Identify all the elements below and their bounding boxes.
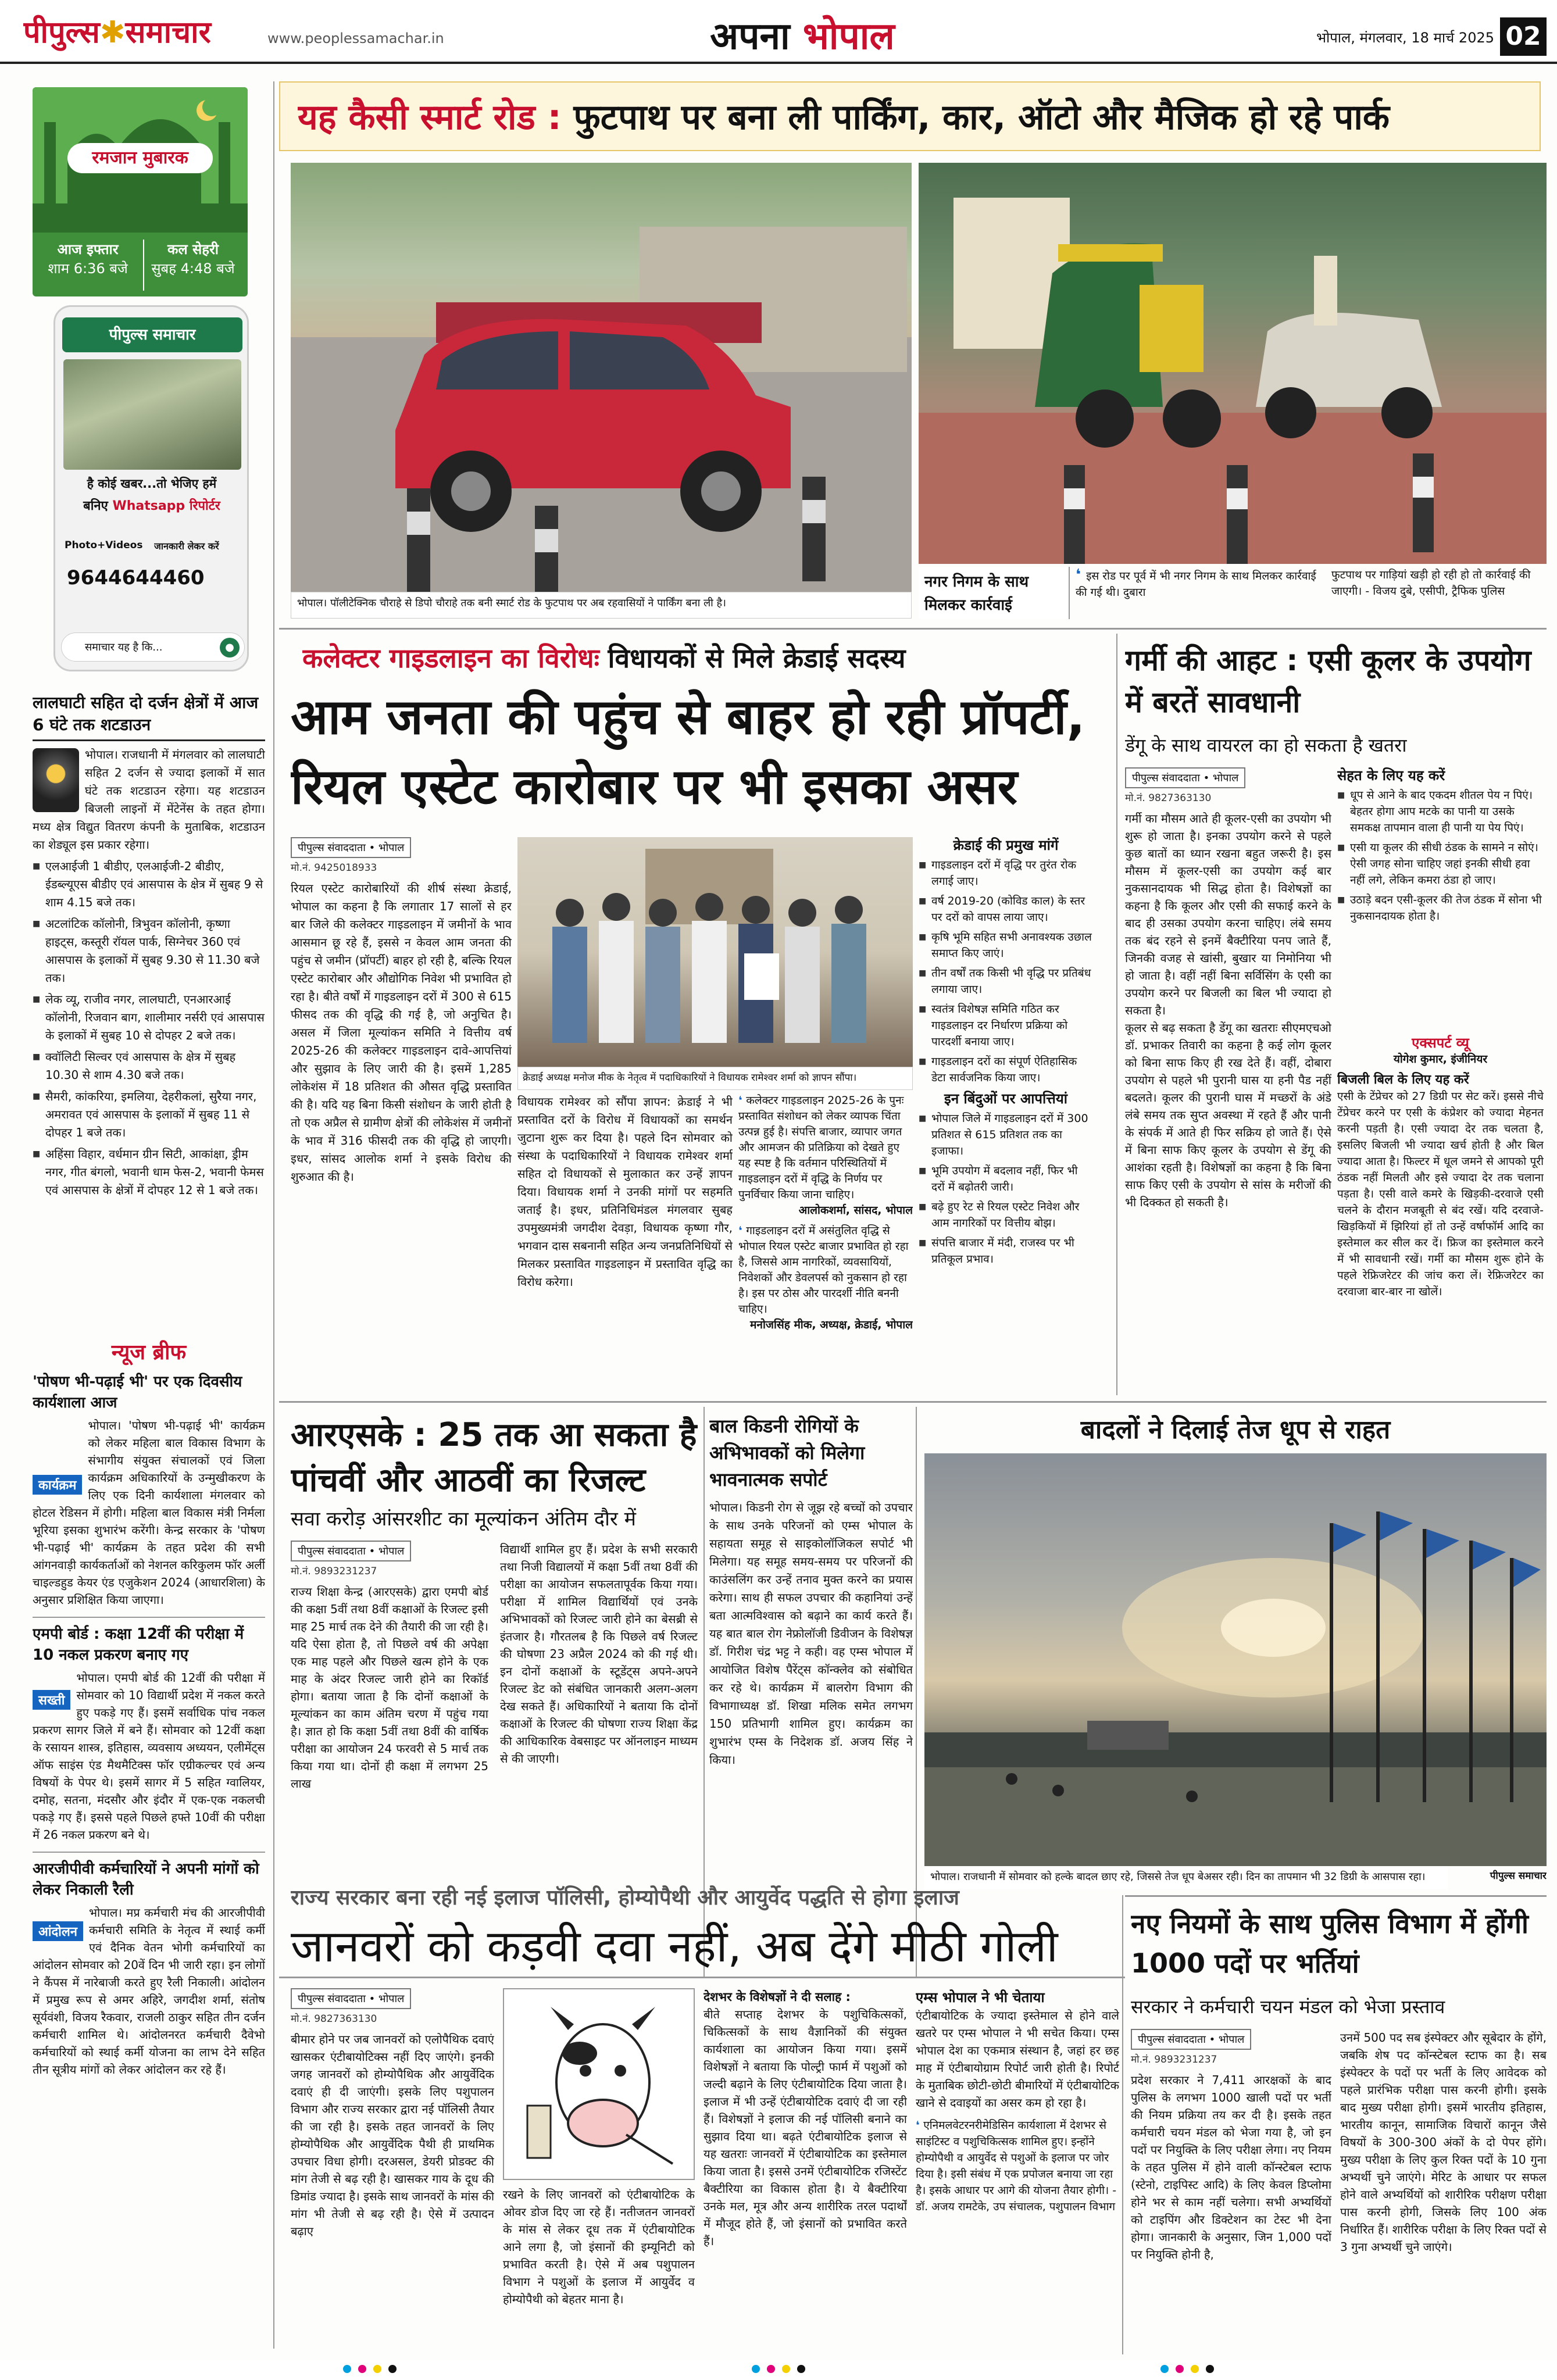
smart-road-quote-1 bbox=[1076, 567, 1326, 619]
microphone-icon: ● bbox=[220, 638, 240, 657]
animals-quote-text: एनिमलवेटरनरीमेडिसिन कार्यशाला में देशभर से साइंटिस्ट व पशुचिकित्सक शामिल हुए। इन्होंने होम्योपैथी व आयुर्वेद से पशुओं के इलाज पर जोर दिया है। इसी संबंध में एक प्रपोजल बनाया जा रहा है। इसके आधार पर आगे की योजना तैयार होगी। - डॉ. अजय रामटेके, उप संचालक, पशुपालन विभाग bbox=[916, 2119, 1117, 2213]
brief2-body: भोपाल। एमपी बोर्ड की 12वीं की परीक्षा में सोमवार को 10 विद्यार्थी प्रदेश में नकल करते हुए पकड़े गए हैं। इसमें सर्वाधिक पांच नकल प्रकरण सागर जिले में बने हैं। सोमवार को 12वीं कक्षा के रसायन शास्त्र, इतिहास, व्यवसाय अध्ययन, एलीमेंट्स ऑफ साइंस एंड मैथमैटिक्स फॉर एग्रीकल्चर एवं अन्य विषयों के पेपर थे। इसमें सागर में 5 सहित ग्वालियर, दमोह, सतना, मंदसौर और इंदौर में एक-एक नकलची पकड़े गए हैं। इससे पहले पिछले हफ्ते 10वीं की परीक्षा में 26 नकल प्रकरण बने थे। bbox=[33, 1671, 265, 1842]
logo-left: पीपुल्स bbox=[23, 15, 100, 50]
police-col-2 bbox=[1340, 2029, 1547, 2354]
shutdown-body: भोपाल। राजधानी में मंगलवार को लालघाटी सहित 2 दर्जन से ज्यादा इलाकों में सात घंटे तक शटडाउन रहेगा। यह शटडाउन बिजली लाइनों में मेंटेनेंस के तहत होगा। मध्य क्षेत्र विद्युत वितरण कंपनी के मुताबिक, शटडाउन का शेड्यूल इस प्रकार रहेगा। bbox=[33, 748, 265, 852]
heat-phone: मो.नं. 9827363130 bbox=[1125, 792, 1212, 804]
divider-h-3 bbox=[279, 1977, 1125, 1978]
credai-kicker-black: विधायकों से मिले क्रेडाई सदस्य bbox=[608, 642, 906, 674]
section-title-a: अपना bbox=[710, 15, 803, 58]
credai-kicker bbox=[302, 639, 1081, 678]
smart-road-quote-1-text: इस रोड पर पूर्व में भी नगर निगम के साथ मिलकर कार्रवाई की गई थी। दुबारा bbox=[1076, 570, 1316, 599]
heat-body-1: गर्मी का मौसम आते ही कूलर-एसी का उपयोग भी शुरू हो जाता है। इनका उपयोग करने से पहले कुछ बातों का ध्यान रखना बहुत जरूरी है। इस मौसम में कूलर-एसी का उपयोग कई बार नुकसानदायक भी सिद्ध होता है। विशेषज्ञों का कहना है कि कूलर और एसी की सफाई करने के बाद ही उसका उपयोग करना चाहिए। लंबे समय तक बंद रहने से इनमें बैक्टीरिया पनप जाते हैं, जिनकी वजह से खांसी, बुखार या निमोनिया भी हो जाता है। वहीं नहीं बिना सर्विसिंग के एसी का उपयोग करने पर बिजली का बिल भी ज्यादा हो सकता है। bbox=[1125, 812, 1331, 1017]
credai-demands-title: क्रेडाई की प्रमुख मांगें bbox=[953, 837, 1059, 853]
section-title-b: भोपाल bbox=[802, 15, 895, 58]
animals-col-3 bbox=[703, 1988, 907, 2349]
credai-col-2-body: विधायक रामेश्वर को सौंपा ज्ञापन: क्रेडाई ने भी प्रस्तावित दरों के विरोध में विधायकों का समर्थन जुटाना शुरू कर दिया है। पहले दिन सोमवार को संस्था के पदाधिकारियों ने विधायक रामेश्वर शर्मा सहित दो विधायकों से मुलाकात कर उन्हें ज्ञापन दिया। विधायक शर्मा ने उनकी मांगों पर सहमति जताई है। इधर, प्रतिनिधिमंडल मंगलवार सुबह उपमुख्यमंत्री जगदीश देवड़ा, विधायक कृष्णा गौर, भगवान दास सबनानी सहित अन्य जनप्रतिनिधियों से मिलकर प्रस्तावित गाइडलाइन में प्रस्तावित वृद्धि का विरोध करेगा। bbox=[517, 1095, 733, 1289]
whatsapp-ad-line2-a: बनिए bbox=[83, 499, 113, 513]
animals-col-3-body: बीते सप्ताह देशभर के पशुचिकित्सकों, चिकित्सकों के साथ वैज्ञानिकों की संयुक्त कार्यशाला का आयोजन किया गया। इसमें विशेषज्ञों ने बताया कि पोल्ट्री फार्म में पशुओं को जल्दी बढ़ाने के लिए एंटीबायोटिक दिया जाता है। इलाज में भी उन्हें एंटीबायोटिक दवाएं दी जा रही हैं। विशेषज्ञों ने इलाज की नई पॉलिसी बनाने का सुझाव दिया था। बढ़ते एंटीबायोटिक इलाज से यह खतराः जानवरों में एंटीबायोटिक का इस्तेमाल किया जाता है। इससे उनमें एंटीबायोटिक रजिस्टेंट बैक्टीरिया का विकास होता है। ये बैक्टीरिया उनके मल, मूत्र और अन्य शारीरिक तरल पदार्थों में मौजूद होते हैं, जो इंसानों को प्रभावित करते हैं। bbox=[703, 2007, 907, 2248]
smart-road-quote-2: फुटपाथ पर गाड़ियां खड़ी हो रही हो तो कार्रवाई की जाएगी। - विजय दुबे, एसीपी, ट्रैफिक पुलिस bbox=[1331, 569, 1531, 598]
whatsapp-ad-line2 bbox=[65, 496, 239, 517]
list-item: ■ गाइडलाइन दरों का संपूर्ण ऐतिहासिक डेटा सार्वजनिक किया जाए। bbox=[919, 1053, 1093, 1086]
whatsapp-chat-bar bbox=[61, 632, 245, 662]
left-column-divider bbox=[273, 81, 274, 2349]
animals-quote bbox=[916, 2117, 1119, 2215]
credai-quote-right bbox=[738, 1223, 913, 1317]
credai-headline-1: आम जनता की पहुंच से बाहर हो रही प्रॉपर्टी, bbox=[291, 688, 1085, 745]
iftar-time: शाम 6:36 बजे bbox=[48, 260, 128, 277]
credai-quote-right-attr: मनोजसिंह मीक, अध्यक्ष, क्रेडाई, भोपाल bbox=[750, 1318, 913, 1331]
quote-icon: ❛ bbox=[1076, 567, 1087, 584]
whatsapp-ad-header bbox=[62, 317, 242, 352]
ramzan-title: रमजान मुबारक bbox=[67, 143, 213, 173]
whatsapp-ad-headline: है कोई खबर...तो भेजिए हमें bbox=[87, 477, 217, 491]
whatsapp-ad-line2-b: Whatsapp रिपोर्टर bbox=[112, 499, 220, 513]
whatsapp-chat-text: समाचार यह है कि... bbox=[85, 641, 163, 653]
brief3-body: भोपाल। मप्र कर्मचारी मंच की आरजीपीवी कर्मचारी समिति के नेतृत्व में स्थाई कर्मी एवं दैनिक वेतन भोगी कर्मचारियों का आंदोलन सोमवार को 20वें दिन भी जारी रहा। इन लोगों ने कैंपस में नारेबाजी करते हुए रैली निकाली। आंदोलन में प्रमुख रूप से अमर अहिरे, जगदीश शर्मा, संतोष सूर्यवंशी, विजय रैकवार, राजली ठाकुर सहित तीन दर्जन कर्मचारी शामिल थे। आंदोलनरत कर्मचारी दैवेभो कर्मचारियों को स्थाई कर्मी योजना का लाभ देने सहित तीन सूत्रीय मांगों को लेकर आंदोलन कर रहे हैं। bbox=[33, 1906, 265, 2077]
heat-expert-head: बिजली बिल के लिए यह करें bbox=[1337, 1073, 1469, 1087]
smart-road-tag: नगर निगम के साथ मिलकर कार्रवाई bbox=[919, 567, 1070, 619]
credai-objections-list bbox=[919, 1110, 1093, 1267]
news-brief-title: न्यूज ब्रीफ bbox=[111, 1341, 187, 1364]
heat-expert-box bbox=[1337, 1035, 1544, 1395]
list-item: ■ वर्ष 2019-20 (कोविड काल) के स्तर पर दरों को वापस लाया जाए। bbox=[919, 893, 1093, 925]
animals-col-1 bbox=[291, 1988, 494, 2349]
police-col-1 bbox=[1131, 2029, 1331, 2354]
heat-col-1 bbox=[1125, 767, 1331, 1395]
animals-col-1-body: बीमार होने पर जब जानवरों को एलोपैथिक दवाएं खासकर एंटीबायोटिक्स नहीं दिए जाएंगे। इनकी जगह जानवरों को होम्योपैथिक और आयुर्वेदिक दवाएं ही दी जाएंगी। इसके लिए पशुपालन विभाग और राज्य सरकार द्वारा नई पॉलिसी तैयार की जा रही है। इसके तहत जानवरों के लिए होम्योपैथिक और आयुर्वेदिक पैथी ही प्राथमिक उपचार विधा होगी। दरअसल, डेयरी प्रोडक्ट की मांग तेजी से बढ़ रही है। खासकर गाय के दूध की डिमांड ज्यादा है। इसके साथ जानवरों के मांस की मांग भी तेजी से बढ़ रही है। ऐसे में उत्पादन बढ़ाए bbox=[291, 2032, 494, 2238]
lake-flags-illustration bbox=[924, 1453, 1547, 1866]
credai-photo-caption: क्रेडाई अध्यक्ष मनोज मीक के नेतृत्व में पदाधिकारियों ने विधायक रामेश्वर शर्मा को ज्ञापन सौंपा। bbox=[517, 1067, 913, 1090]
animals-col-4 bbox=[916, 1988, 1119, 2349]
divider-h-1 bbox=[279, 628, 1547, 630]
heat-headline: गर्मी की आहट : एसी कूलर के उपयोग में बरतें सावधानी bbox=[1125, 644, 1531, 719]
smart-road-headline bbox=[298, 94, 1530, 143]
credai-col-2 bbox=[517, 1093, 733, 1337]
rske-headline: आरएसके : 25 तक आ सकता है पांचवीं और आठवीं का रिजल्ट bbox=[291, 1416, 697, 1499]
credai-phone: मो.नं. 9425018933 bbox=[291, 862, 377, 874]
list-item: ■ अहिंसा विहार, वर्धमान ग्रीन सिटी, आकांक्षा, ड्रीम नगर, गीत बंगलो, भवानी धाम फेस-2, भवानी फेमस एवं आसपास के क्षेत्रों में दोपहर 12 से 1 बजे तक। bbox=[33, 1145, 265, 1199]
heat-expert-label: एक्सपर्ट व्यू bbox=[1412, 1035, 1469, 1051]
list-item: ■ स्वतंत्र विशेषज्ञ समिति गठित कर गाइडलाइन दर निर्धारण प्रक्रिया को पारदर्शी बनाया जाए। bbox=[919, 1001, 1093, 1050]
animals-phone: मो.नं. 9827363130 bbox=[291, 2013, 377, 2025]
rske-col-1-body: राज्य शिक्षा केन्द्र (आरएसके) द्वारा एमपी बोर्ड की कक्षा 5वीं तथा 8वीं कक्षाओं के रिजल्ट इसी माह 25 मार्च तक देने की तैयारी की जा रही है। यदि ऐसा होता है, तो पिछले वर्ष की अपेक्षा एक माह पहले और पिछले खत्म होने के एक माह के अंदर रिजल्ट जारी होने का रिकॉर्ड होगा। बताया जाता है कि दोनों कक्षाओं के मूल्यांकन का काम अंतिम चरण में पहुंच गया है। ज्ञात हो कि कक्षा 5वीं तथा 8वीं की वार्षिक परीक्षा का आयोजन 24 फरवरी से 5 मार्च तक किया गया था। दोनों ही कक्षा में लगभग 25 लाख bbox=[291, 1585, 488, 1791]
credai-quote-left-text: कलेक्टर गाइडलाइन 2025-26 के पुनः प्रस्तावित संशोधन को लेकर व्यापक चिंता उत्पन्न हुई है। संपत्ति बाजार, व्यापार जगत और आमजन की प्रतिक्रिया को देखते हुए यह स्पष्ट है कि वर्तमान परिस्थितियों में गाइडलाइन दरों में वृद्धि के निर्णय पर पुनर्विचार किया जाना चाहिए। bbox=[738, 1094, 904, 1201]
credai-col-1 bbox=[291, 837, 512, 1331]
ramzan-box bbox=[33, 87, 248, 296]
animals-col-2 bbox=[503, 2186, 695, 2349]
credai-col-1-body: रियल एस्टेट कारोबारियों की शीर्ष संस्था क्रेडाई, भोपाल का कहना है कि लगातार 17 सालों से हर बार जिले की कलेक्टर गाइडलाइन में जमीनों के भाव आसमान छू रहे हैं, इससे न केवल आम जनता की पहुंच से जमीन (प्रॉपर्टी) बाहर हो रही है, बल्कि रियल एस्टेट कारोबार और औद्योगिक निवेश भी प्रभावित हो रहा है। बीते वर्षों में गाइडलाइन दरों में 300 से 615 फीसद तक की वृद्धि की गई है, जो अनुचित है। असल में जिला मूल्यांकन समिति ने वित्तीय वर्ष 2025-26 की कलेक्टर गाइडलाइन दावे-आपत्तियां और सुझाव के लिए जारी की है। इसमें 1,285 लोकेशंस में 18 प्रतिशत की औसत वृद्धि प्रस्तावित की है। यदि यह बिना किसी संशोधन के जारी होती है तो एक अप्रैल से ग्रामीण क्षेत्रों की लोकेशंस में जमीनों के भाव में 316 फीसदी तक की वृद्धि हो जाएगी। इधर, सांसद आलोक शर्मा ने इसके विरोध की शुरुआत की है। bbox=[291, 881, 512, 1184]
rske-subhead: सवा करोड़ आंसरशीट का मूल्यांकन अंतिम दौर में bbox=[291, 1507, 636, 1531]
brief2-label: सख्ती bbox=[33, 1690, 70, 1710]
divider-v-police bbox=[1122, 1895, 1123, 2354]
list-item: ■ लेक व्यू, राजीव नगर, लालघाटी, एनआरआई कॉलोनी, रिजवान बाग, शालीमार नर्सरी एवं आसपास के इलाकों में सुबह 10 से दोपहर 2 बजे तक। bbox=[33, 991, 265, 1045]
animals-headline: जानवरों को कड़वी दवा नहीं, अब देंगे मीठी गोली bbox=[291, 1920, 1058, 1972]
rske-phone: मो.नं. 9893231237 bbox=[291, 1566, 377, 1577]
divider-h-3b bbox=[1125, 1895, 1547, 1897]
list-item: ■ एलआईजी 1 बीडीए, एलआईजी-2 बीडीए, ईडब्ल्यूएस बीडीए एवं आसपास के क्षेत्र में सुबह 9 से शाम 4.15 बजे तक। bbox=[33, 857, 265, 912]
website[interactable]: www.peoplessamachar.in bbox=[267, 30, 444, 47]
page-number: 02 bbox=[1500, 17, 1547, 56]
police-col-1-body: प्रदेश सरकार ने 7,411 आरक्षकों के बाद पुलिस के लगभग 1000 खाली पदों पर भर्ती की नियम प्रक्रिया तय कर दी है। इसके तहत कर्मचारी चयन मंडल को भेजा गया है, जो इन पदों पर नियुक्ति के लिए परीक्षा लेगा। नए नियम के तहत पुलिस में होने वाली कॉन्स्टेबल स्टाफ (स्टेनो, टाइपिस्ट आदि) के लिए केवल डिप्लोमा होने भर से काम नहीं चलेगा। सभी अभ्यर्थियों को टाइपिंग और डिक्टेशन का टेस्ट भी देना होगा। जानकारी के अनुसार, जिन 1,000 पदों पर नियुक्ति होनी है, bbox=[1131, 2073, 1331, 2261]
police-headline: नए नियमों के साथ पुलिस विभाग में होंगी 1000 पदों पर भर्तियां bbox=[1131, 1908, 1529, 1979]
brief2-headline: एमपी बोर्ड : कक्षा 12वीं की परीक्षा में 10 नकल प्रकरण बनाए गए bbox=[33, 1617, 265, 1666]
brief1-body: भोपाल। 'पोषण भी-पढ़ाई भी' कार्यक्रम को लेकर महिला बाल विकास विभाग के संभागीय संयुक्त संचालकों एवं जिला कार्यक्रम अधिकारियों के उन्मुखीकरण के लिए एक दिनी कार्यशाला मंगलवार को होटल रेडिसन में होगी। महिला बाल विकास मंत्री निर्मला भूरिया इसका शुभारंभ करेंगी। केन्द्र सरकार के 'पोषण भी-पढ़ाई भी' कार्यक्रम के तहत प्रदेश की सभी आंगनवाड़ी कार्यकर्ताओं को नेशनल करिकुलम फॉर अर्ली चाइल्डहुड केयर एंड एजुकेशन 2024 (आधारशिला) के अनुसार प्रशिक्षित किया जाएगा। bbox=[33, 1418, 265, 1607]
brief1-label: कार्यक्रम bbox=[33, 1475, 82, 1495]
rske-byline: पीपुल्स संवाददाता • भोपाल bbox=[291, 1541, 411, 1561]
police-phone: मो.नं. 9893231237 bbox=[1131, 2054, 1217, 2065]
whatsapp-ad-photo-label: Photo+Videos bbox=[65, 539, 143, 551]
animals-col-4-body: एंटीबायोटिक के ज्यादा इस्तेमाल से होने वाले खतरे पर एम्स भोपाल ने भी सचेत किया। एम्स भोपाल देश का एकमात्र संस्थान है, जहां हर छह माह में एंटीबायोग्राम रिपोर्ट जारी होती है। रिपोर्ट के मुताबिक छोटी-छोटी बीमारियों में एंटीबायोटिक खाने से दवाइयों का असर कम हो रहा है। bbox=[916, 2009, 1119, 2110]
credai-quote-left-attr: आलोकशर्मा, सांसद, भोपाल bbox=[798, 1204, 913, 1217]
heat-body-2: कूलर से बढ़ सकता है डेंगू का खतराः सीएमएचओ डॉ. प्रभाकर तिवारी का कहना है कई लोग कूलर को बिना साफ किए ही रख देते हैं। वहीं, दोबारा उपयोग से पहले भी पुरानी घास या हनी पैड नहीं बदलते। कूलर की पुरानी घास में मच्छरों के अंडे लंबे समय तक सुप्त अवस्था में रहते हैं और पानी के संपर्क में आते ही फिर सक्रिय हो जाते हैं। ऐसे में बिना साफ किए कूलर के उपयोग से डेंगू की आशंका रहती है। विशेषज्ञों का कहना है कि बिना साफ किए एसी के उपयोग से सांस के मरीजों की भी दिक्कत हो सकती है। bbox=[1125, 1021, 1331, 1209]
list-item: ■ भूमि उपयोग में बदलाव नहीं, फिर भी दरों में बढ़ोतरी जारी। bbox=[919, 1163, 1093, 1195]
police-subhead: सरकार ने कर्मचारी चयन मंडल को भेजा प्रस्ताव bbox=[1131, 1996, 1445, 2018]
section-title bbox=[640, 9, 965, 58]
heat-tips-list bbox=[1337, 787, 1544, 924]
sehri-time: सुबह 4:48 बजे bbox=[151, 260, 235, 277]
kidney-headline: बाल किडनी रोगियों के अभिभावकों को मिलेगा भावनात्मक सपोर्ट bbox=[709, 1415, 865, 1491]
list-item: ■ अटलांटिक कॉलोनी, त्रिभुवन कॉलोनी, कृष्णा हाइट्स, कस्तूरी रॉयल पार्क, सिग्नेचर 360 एवं आसपास के इलाकों में सुबह 9.30 से 11.30 बजे तक। bbox=[33, 915, 265, 987]
logo bbox=[23, 10, 267, 57]
weather-caption: भोपाल। राजधानी में सोमवार को हल्के बादल छाए रहे, जिससे तेज धूप बेअसर रही। दिन का तापमान भी 32 डिग्री के आसपास रहा। bbox=[924, 1866, 1448, 1889]
bulb-icon bbox=[33, 748, 79, 812]
smart-road-title: फुटपाथ पर बना ली पार्किंग, कार, ऑटो और मैजिक हो रहे पार्क bbox=[573, 97, 1390, 138]
rske-col-2-body: विद्यार्थी शामिल हुए हैं। प्रदेश के सभी सरकारी तथा निजी विद्यालयों में कक्षा 5वीं तथा 8वीं की परीक्षा का आयोजन सफलतापूर्वक किया गया। परीक्षा में शामिल विद्यार्थियों एवं उनके अभिभावकों को रिजल्ट जारी होने का बेसब्री से इंतजार है। गौरतलब है कि पिछले वर्ष रिजल्ट की घोषणा 23 अप्रैल 2024 को की गई थी। इन दोनों कक्षाओं के स्टूडेंट्स अपने-अपने रिजल्ट डेट को संबंधित जानकारी अलग-अलग देख सकते हैं। अधिकारियों ने बताया कि दोनों कक्षाओं के रिजल्ट की घोषणा राज्य शिक्षा केंद्र की आधिकारिक वेबसाइट पर ऑनलाइन माध्यम से की जाएगी। bbox=[500, 1542, 698, 1766]
weather-photo bbox=[924, 1453, 1547, 1866]
parked-car-illustration bbox=[291, 163, 912, 596]
cow-icon bbox=[504, 1989, 695, 2180]
credai-quotes bbox=[738, 1093, 913, 1337]
list-item: ■ संपत्ति बाजार में मंदी, राजस्व पर भी प्रतिकूल प्रभाव। bbox=[919, 1235, 1093, 1267]
list-item: ■ सैमरी, कांकरिया, इमलिया, देहरीकलां, सुरैया नगर, अमरावत एवं आसपास के इलाकों में सुबह 11 से दोपहर 1 बजे तक। bbox=[33, 1088, 265, 1142]
heat-subhead: डेंगू के साथ वायरल का हो सकता है खतरा bbox=[1125, 734, 1407, 756]
smart-road-banner bbox=[279, 81, 1541, 151]
list-item: ■ बढ़े हुए रेट से रियल एस्टेट निवेश और आम नागरिकों पर वित्तीय बोझ। bbox=[919, 1199, 1093, 1231]
news-brief bbox=[33, 1337, 265, 2337]
credai-photo bbox=[517, 837, 913, 1067]
credai-demands-list bbox=[919, 857, 1093, 1086]
quote-icon: ❛ bbox=[916, 2119, 924, 2132]
iftar-box bbox=[38, 240, 137, 291]
cow-cartoon bbox=[503, 1988, 695, 2180]
smart-road-photo-1 bbox=[291, 163, 912, 596]
heat-tips-box bbox=[1337, 767, 1544, 1023]
credai-kicker-red: कलेक्टर गाइडलाइन का विरोधः bbox=[302, 642, 599, 674]
animals-kicker: राज्य सरकार बना रही नई इलाज पॉलिसी, होम्योपैथी और आयुर्वेद पद्धति से होगा इलाज bbox=[291, 1886, 959, 1910]
divider-h-2 bbox=[279, 1401, 1547, 1403]
shutdown-list bbox=[33, 857, 265, 1199]
logo-right: समाचार bbox=[125, 15, 211, 50]
animals-col-4-head: एम्स भोपाल ने भी चेताया bbox=[916, 1989, 1045, 2006]
quote-icon: ❛ bbox=[738, 1224, 747, 1237]
shutdown-article bbox=[33, 692, 265, 1273]
smart-road-photo-1-caption: भोपाल। पॉलीटेक्निक चौराहे से डिपो चौराहे तक बनी स्मार्ट रोड के फुटपाथ पर अब रहवासियों ने पार्किंग बना ली है। bbox=[291, 592, 912, 619]
brief3-headline: आरजीपीवी कर्मचारियों ने अपनी मांगों को लेकर निकाली रैली bbox=[33, 1852, 265, 1900]
list-item: ■ कृषि भूमि सहित सभी अनावश्यक उछाल समाप्त किए जाएं। bbox=[919, 929, 1093, 962]
print-registration-marks bbox=[0, 2360, 1557, 2380]
police-col-2-body: उनमें 500 पद सब इंस्पेक्टर और सूबेदार के होंगे, जबकि शेष पद कॉन्स्टेबल स्टाफ का है। सब इंस्पेक्टर के पदों पर भर्ती के लिए आवेदक को पहले प्रारंभिक परीक्षा पास करनी होगी। इसके बाद मुख्य परीक्षा होगी। इसमें भारतीय इतिहास, भारतीय कानून, सामाजिक विचारों कानून जैसे विषयों के 300-300 अंकों के दो पेपर होंगे। मुख्य परीक्षा के लिए कुल रिक्त पदों के 10 गुना अभ्यर्थी चुने जाएंगे। मेरिट के आधार पर सफल होने वाले अभ्यर्थियों को शारीरिक परीक्षण परीक्षा पास करनी होगी, जिसके लिए 100 अंक निर्धारित हैं। शारीरिक परीक्षा के लिए रिक्त पदों से 3 गुना अभ्यर्थी चुने जाएंगे। bbox=[1340, 2031, 1547, 2254]
list-item: ■ क्वॉलिटी सिल्वर एवं आसपास के क्षेत्र में सुबह 10.30 से शाम 4.30 बजे तक। bbox=[33, 1048, 265, 1084]
brief3-label: आंदोलन bbox=[33, 1921, 83, 1941]
sehri-box bbox=[143, 240, 242, 291]
kidney-body: भोपाल। किडनी रोग से जूझ रहे बच्चों को उपचार के साथ उनके परिजनों को एम्स भोपाल के सहायता समूह से साइकोलॉजिकल सपोर्ट भी मिलेगा। यह समूह समय-समय पर परिजनों की काउंसलिंग कर उन्हें तनाव मुक्त करने का प्रयास करेगा। साथ ही सफल उपचार की कहानियां उन्हें बता आत्मविश्वास को बढ़ाने का कार्य करते हैं। यह बात बाल रोग नेफ्रोलॉजी डिवीजन के विशेषज्ञ डॉ. गिरीश चंद्र भट्ट ने कही। वह एम्स भोपाल में आयोजित विशेष पैरेंट्स कॉन्क्लेव को संबोधित कर रहे थे। कार्यक्रम में बालरोग विभाग की विभागाध्यक्ष डॉ. शिखा मलिक समेत लगभग 150 प्रतिभागी शामिल हुए। कार्यक्रम का शुभारंभ एम्स के निदेशक डॉ. अजय सिंह ने किया। bbox=[709, 1500, 913, 1767]
masthead bbox=[0, 0, 1557, 64]
heat-tips-title: सेहत के लिए यह करें bbox=[1337, 767, 1445, 784]
list-item: ■ तीन वर्षों तक किसी भी वृद्धि पर प्रतिबंध लगाया जाए। bbox=[919, 965, 1093, 998]
animals-col-2-body: रखने के लिए जानवरों को एंटीबायोटिक के ओवर डोज दिए जा रहे हैं। नतीजतन जानवरों के मांस से लेकर दूध तक में एंटीबायोटिक आने लगा है, जो इंसानों की इम्यूनिटी को प्रभावित करती है। ऐसे में अब पशुपालन विभाग ने पशुओं के इलाज में आयुर्वेद व होम्योपैथी को बेहतर माना है। bbox=[503, 2188, 695, 2306]
heat-byline: पीपुल्स संवाददाता • भोपाल bbox=[1125, 767, 1245, 788]
heat-expert-name: योगेश कुमार, इंजीनियर bbox=[1393, 1053, 1488, 1066]
brief1-headline: 'पोषण भी-पढ़ाई भी' पर एक दिवसीय कार्यशाला आज bbox=[33, 1373, 242, 1411]
whatsapp-ad-photo bbox=[63, 359, 241, 470]
list-item: ■ गाइडलाइन दरों में वृद्धि पर तुरंत रोक लगाई जाए। bbox=[919, 857, 1093, 889]
smart-road-kicker: यह कैसी स्मार्ट रोड : bbox=[298, 97, 574, 138]
dateline: भोपाल, मंगलवार, 18 मार्च 2025 bbox=[1316, 30, 1494, 46]
heat-expert-body: एसी के टेंप्रेचर को 27 डिग्री पर सेट करें। इससे नीचे टेंप्रेचर करने पर एसी के कंप्रेशर को ज्यादा मेहनत करनी पड़ती है। एसी ज्यादा देर तक चलता है, इसलिए बिजली भी ज्यादा खर्च होती है और बिल ज्यादा आता है। फिल्टर में धूल जमने से आपको पूरी ठंडक नहीं मिलती और इसे ज्यादा देर तक चलाना पड़ता है। एसी वाले कमरे के खिड़की-दरवाजे एसी चलने के दौरान मजबूती से बंद रखें। यदि दरवाजे-खिड़कियों में झिरियां हों तो उन्हें वर्षाफॉर्म आदि का इस्तेमाल कर सील कर दें। फ्रिज का इस्तेमाल करने में भी सावधानी रखें। गर्मी का मौसम शुरू होने के पहले रेफ्रिजरेटर की जांच करा लें। रेफ्रिजरेटर का दरवाजा बार-बार ना खोलें। bbox=[1337, 1090, 1544, 1298]
list-item: ■ उठाड़े बदन एसी-कूलर की तेज ठंडक में सोना भी नुकसानदायक होता है। bbox=[1337, 892, 1544, 924]
shutdown-headline: लालघाटी सहित दो दर्जन क्षेत्रों में आज 6 घंटे तक शटडाउन bbox=[33, 692, 265, 741]
police-byline: पीपुल्स संवाददाता • भोपाल bbox=[1131, 2029, 1251, 2050]
credai-headline-2: रियल एस्टेट कारोबार पर भी इसका असर bbox=[291, 758, 1017, 815]
animals-col-3-head: देशभर के विशेषज्ञों ने दी सलाह : bbox=[703, 1990, 851, 2004]
credai-objections-title: इन बिंदुओं पर आपत्तियां bbox=[944, 1091, 1067, 1107]
divider-v-heat bbox=[1116, 634, 1117, 1395]
credai-quote-right-text: गाइडलाइन दरों में असंतुलित वृद्धि से भोपाल रियल एस्टेट बाजार प्रभावित हो रहा है, जिससे आम नागरिकों, व्यवसायियों, निवेशकों और डेवलपर्स को नुकसान हो रहा है। इस पर ठोस और पारदर्शी नीति बननी चाहिए। bbox=[738, 1224, 909, 1316]
list-item: ■ भोपाल जिले में गाइडलाइन दरों में 300 प्रतिशत से 615 प्रतिशत तक का इजाफा। bbox=[919, 1110, 1093, 1159]
animals-byline: पीपुल्स संवाददाता • भोपाल bbox=[291, 1988, 411, 2009]
quote-icon: ❛ bbox=[738, 1094, 747, 1107]
whatsapp-ad-info-label: जानकारी लेकर करें bbox=[154, 541, 219, 552]
list-item: ■ एसी या कूलर की सीधी ठंडक के सामने न सोएं। ऐसी जगह सोना चाहिए जहां इनकी सीधी हवा नहीं लगे, लेकिन कमरा ठंडा हो जाए। bbox=[1337, 839, 1544, 888]
whatsapp-ad-brand: पीपुल्स समाचार bbox=[109, 326, 196, 344]
credai-quote-left bbox=[738, 1093, 913, 1203]
credai-byline: पीपुल्स संवाददाता • भोपाल bbox=[291, 837, 411, 858]
whatsapp-number[interactable]: 9644644460 bbox=[67, 566, 205, 589]
auto-rickshaw-illustration bbox=[919, 163, 1547, 564]
list-item: ■ धूप से आने के बाद एकदम शीतल पेय न पिएं। बेहतर होगा आप मटके का पानी या उसके समकक्ष तापमान वाला ही पानी या पेय पिएं। bbox=[1337, 787, 1544, 836]
logo-star-icon: ✱ bbox=[99, 15, 126, 50]
weather-credit: पीपुल्स समाचार bbox=[1490, 1870, 1547, 1882]
iftar-label: आज इफ्तार bbox=[57, 241, 119, 258]
smart-road-photo-2 bbox=[919, 163, 1547, 564]
group-photo-illustration bbox=[517, 837, 913, 1067]
sehri-label: कल सेहरी bbox=[167, 241, 219, 258]
credai-demands-box bbox=[919, 837, 1093, 1337]
whatsapp-ad bbox=[53, 305, 249, 671]
weather-headline: बादलों ने दिलाई तेज धूप से राहत bbox=[1080, 1415, 1391, 1445]
